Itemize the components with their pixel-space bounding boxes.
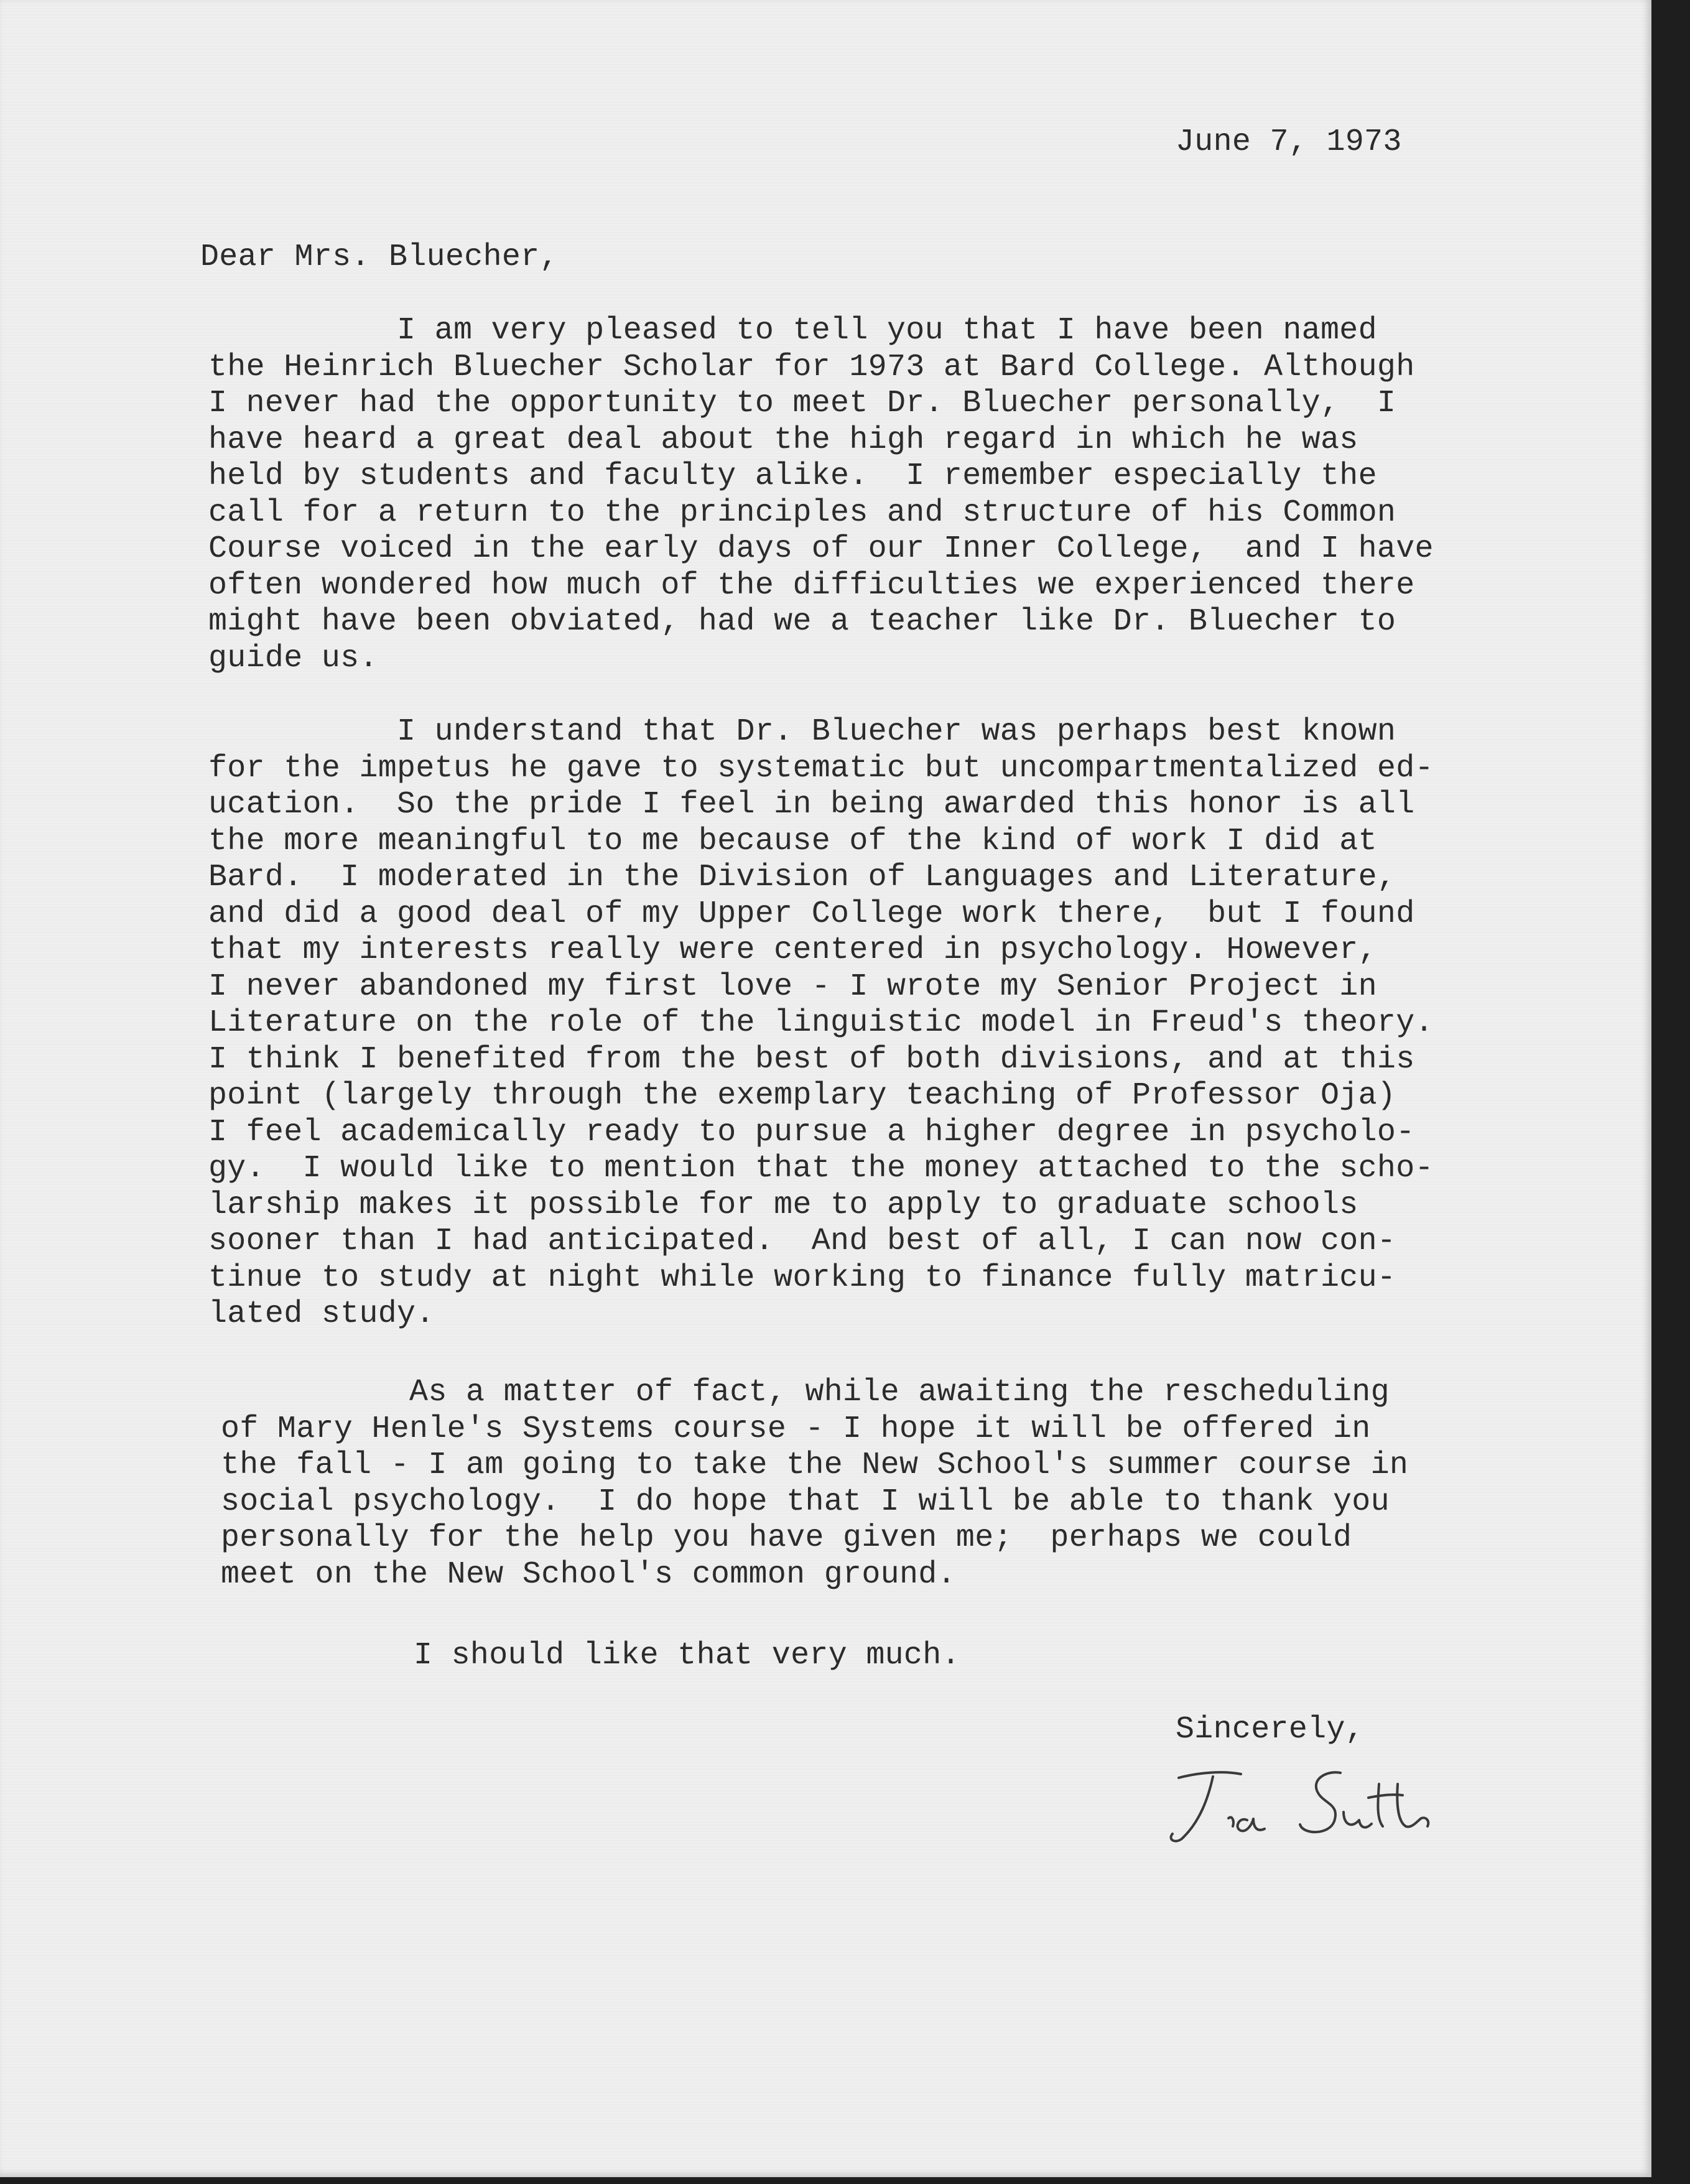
letter-date: June 7, 1973 xyxy=(1176,124,1402,160)
handwritten-signature xyxy=(1154,1759,1440,1852)
body-paragraph-2: I understand that Dr. Bluecher was perhaps best known for the impetus he gave to systematic but uncompartmentalized ed- ucation. So the pride I feel in being awarded this honor is all the more meaningful to me because of the kind of work I did at Bard. I moderated in the Division of Languages and Literature, and did a good deal of my Upper College work there, but I found that my interests really were centered in psychology. However, I never abandoned my first love - I wrote my Senior Project in Literature on the role of the linguistic model in Freud's theory. I think I benefited from the best of both divisions, and at this point (largely through the exemplary teaching of Professor Oja) I feel academically ready to pursue a higher degree in psycholo- gy. I would like to mention that the money attached to the scho- larship makes it possible for me to apply to graduate schools sooner than I had anticipated. And best of all, I can now con- tinue to study at night while working to finance fully matricu- lated study. xyxy=(208,714,1434,1332)
closing-sentence: I should like that very much. xyxy=(414,1638,960,1673)
body-paragraph-3: As a matter of fact, while awaiting the rescheduling of Mary Henle's Systems course - I hope it will be offered in the fall - I am going to take the New School's summer course in social psychology. I do hope that I will be able to thank you personally for the help you have given me; perhaps we could meet on the New School's common ground. xyxy=(221,1375,1409,1592)
salutation: Dear Mrs. Bluecher, xyxy=(200,239,559,275)
complimentary-close: Sincerely, xyxy=(1176,1712,1365,1747)
body-paragraph-1: I am very pleased to tell you that I have been named the Heinrich Bluecher Scholar for 1973 at Bard College. Although I never had the opportunity to meet Dr. Bluecher personally, I have heard a great deal about the high regard in which he was held by students and faculty alike. I remember especially the call for a return to the principles and structure of his Common Course voiced in the early days of our Inner College, and I have often wondered how much of the difficulties we experienced there might have been obviated, had we a teacher like Dr. Bluecher to guide us. xyxy=(208,313,1434,676)
